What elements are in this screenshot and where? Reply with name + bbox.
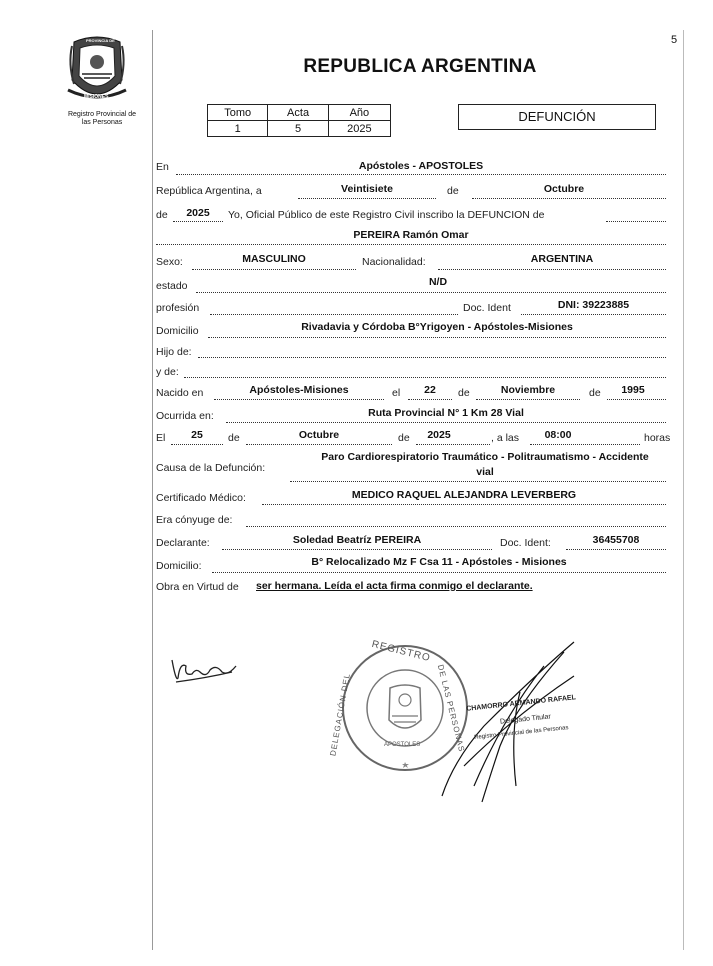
left-margin-line [152, 30, 153, 950]
nacionalidad-value: ARGENTINA [530, 253, 594, 265]
doc-ident-label: Doc. Ident [463, 302, 511, 314]
death-year-line [416, 444, 490, 445]
declarante-line [222, 549, 492, 550]
de-label-2: de [156, 209, 168, 221]
seal-text-top: PROVINCIA DE [86, 38, 115, 43]
month-line [472, 198, 666, 199]
year-value: 2025 [186, 207, 210, 219]
estado-line [196, 292, 666, 293]
y-de-label: y de: [156, 366, 179, 378]
en-value: Apóstoles - APOSTOLES [358, 160, 484, 172]
causa-line-1: Paro Cardiorespiratorio Traumático - Politraumatismo - Accidente [321, 451, 649, 463]
conyuge-line [246, 526, 666, 527]
header-acta: Acta [268, 105, 328, 121]
causa-line-2: vial [476, 466, 494, 478]
hijo-label: Hijo de: [156, 346, 192, 358]
domicilio-value-2: B° Relocalizado Mz F Csa 11 - Apóstoles - Misiones [311, 556, 567, 568]
sexo-value: MASCULINO [242, 253, 306, 265]
declarante-label: Declarante: [156, 537, 210, 549]
birth-year-value: 1995 [621, 384, 645, 396]
de-label-4: de [589, 387, 601, 399]
obra-label: Obra en Virtud de [156, 581, 239, 593]
death-day-value: 25 [191, 429, 203, 441]
nacionalidad-label: Nacionalidad: [362, 256, 426, 268]
doc-ident-label-2: Doc. Ident: [500, 537, 551, 549]
conyuge-label: Era cónyuge de: [156, 514, 233, 526]
ocurrida-label: Ocurrida en: [156, 410, 214, 422]
el-label-1: el [392, 387, 401, 399]
stamp-ring-left: DELEGACIÓN DEL [328, 672, 352, 757]
header-anio: Año [328, 105, 390, 121]
nacionalidad-line [438, 269, 666, 270]
month-value: Octubre [543, 183, 585, 195]
de-label-6: de [398, 432, 410, 444]
inscribo-text: Yo, Oficial Público de este Registro Civil inscribo la DEFUNCION de [228, 209, 545, 221]
doc-ident-line-2 [566, 549, 666, 550]
profesion-line [210, 314, 458, 315]
sexo-line [192, 269, 356, 270]
nacido-line [214, 399, 384, 400]
document-type-box: DEFUNCIÓN [458, 104, 656, 130]
death-year-value: 2025 [427, 429, 451, 441]
estado-value: N/D [428, 276, 448, 288]
value-anio: 2025 [328, 121, 390, 137]
ocurrida-line [226, 422, 666, 423]
value-acta: 5 [268, 121, 328, 137]
officer-line-1: CHAMORRO ARMANDO RAFAEL [465, 694, 577, 713]
birth-day-value: 22 [424, 384, 436, 396]
domicilio-line-2 [212, 572, 666, 573]
horas-label: horas [644, 432, 671, 444]
birth-month-line [476, 399, 580, 400]
de-label-1: de [447, 185, 459, 197]
causa-label: Causa de la Defunción: [156, 462, 266, 474]
declarante-value: Soledad Beatríz PEREIRA [292, 534, 422, 546]
domicilio-value: Rivadavia y Córdoba B°Yrigoyen - Apóstoles-Misiones [301, 321, 573, 333]
registry-label [50, 111, 154, 127]
nacido-value: Apóstoles-Misiones [249, 384, 349, 396]
declarant-signature [166, 652, 240, 688]
inscribo-line [606, 221, 666, 222]
stamp-bottom-text: APOSTOLES [384, 742, 421, 748]
certificado-value: MEDICO RAQUEL ALEJANDRA LEVERBERG [351, 489, 577, 501]
el-label-2: El [156, 432, 166, 444]
page-number: 5 [671, 34, 678, 46]
right-margin-line [683, 30, 684, 950]
hijo-line [198, 357, 666, 358]
de-label-3: de [458, 387, 470, 399]
nacido-label: Nacido en [156, 387, 204, 399]
domicilio-line [208, 337, 666, 338]
stamp-ring-right: DE LAS PERSONAS [435, 663, 467, 754]
birth-month-value: Noviembre [500, 384, 556, 396]
profesion-label: profesión [156, 302, 200, 314]
ocurrida-value: Ruta Provincial N° 1 Km 28 Vial [368, 407, 524, 419]
day-words-line [298, 198, 436, 199]
death-time-value: 08:00 [544, 429, 572, 441]
seal-text-bottom: MISIONES [84, 94, 109, 100]
stamp-ring-top: REGISTRO [370, 638, 432, 665]
death-month-value: Octubre [298, 429, 340, 441]
en-line [176, 174, 666, 175]
causa-line [290, 481, 666, 482]
birth-day-line [408, 399, 452, 400]
death-time-line [530, 444, 640, 445]
death-day-line [171, 444, 223, 445]
certificado-label: Certificado Médico: [156, 492, 246, 504]
doc-ident-line [521, 314, 666, 315]
officer-line-2: Delegado Titular [499, 713, 552, 726]
republica-label: República Argentina, a [156, 185, 262, 197]
value-tomo: 1 [208, 121, 268, 137]
de-label-5: de [228, 432, 240, 444]
day-words-value: Veintisiete [341, 183, 393, 195]
obra-value: ser hermana. Leída el acta firma conmigo el declarante. [256, 580, 533, 592]
certificado-line [262, 504, 666, 505]
estado-label: estado [156, 280, 188, 292]
name-line [156, 244, 666, 245]
doc-ident-value: DNI: 39223885 [557, 299, 630, 311]
a-las-label: , a las [491, 432, 520, 444]
domicilio-label-2: Domicilio: [156, 560, 202, 572]
birth-year-line [607, 399, 666, 400]
registry-line-1: Registro Provincial de [67, 111, 137, 118]
doc-ident-value-2: 36455708 [592, 534, 640, 546]
death-month-line [246, 444, 392, 445]
page-title: REPUBLICA ARGENTINA [303, 56, 537, 77]
officer-line-3: Registro Provincial de las Personas [473, 725, 569, 741]
year-line [173, 221, 223, 222]
en-label: En [156, 161, 169, 173]
domicilio-label: Domicilio [156, 325, 199, 337]
sexo-label: Sexo: [156, 256, 183, 268]
deceased-name: PEREIRA Ramón Omar [353, 229, 469, 241]
header-tomo: Tomo [208, 105, 268, 121]
y-de-line [184, 377, 666, 378]
registry-line-2: las Personas [81, 119, 123, 126]
registry-table [207, 104, 391, 137]
